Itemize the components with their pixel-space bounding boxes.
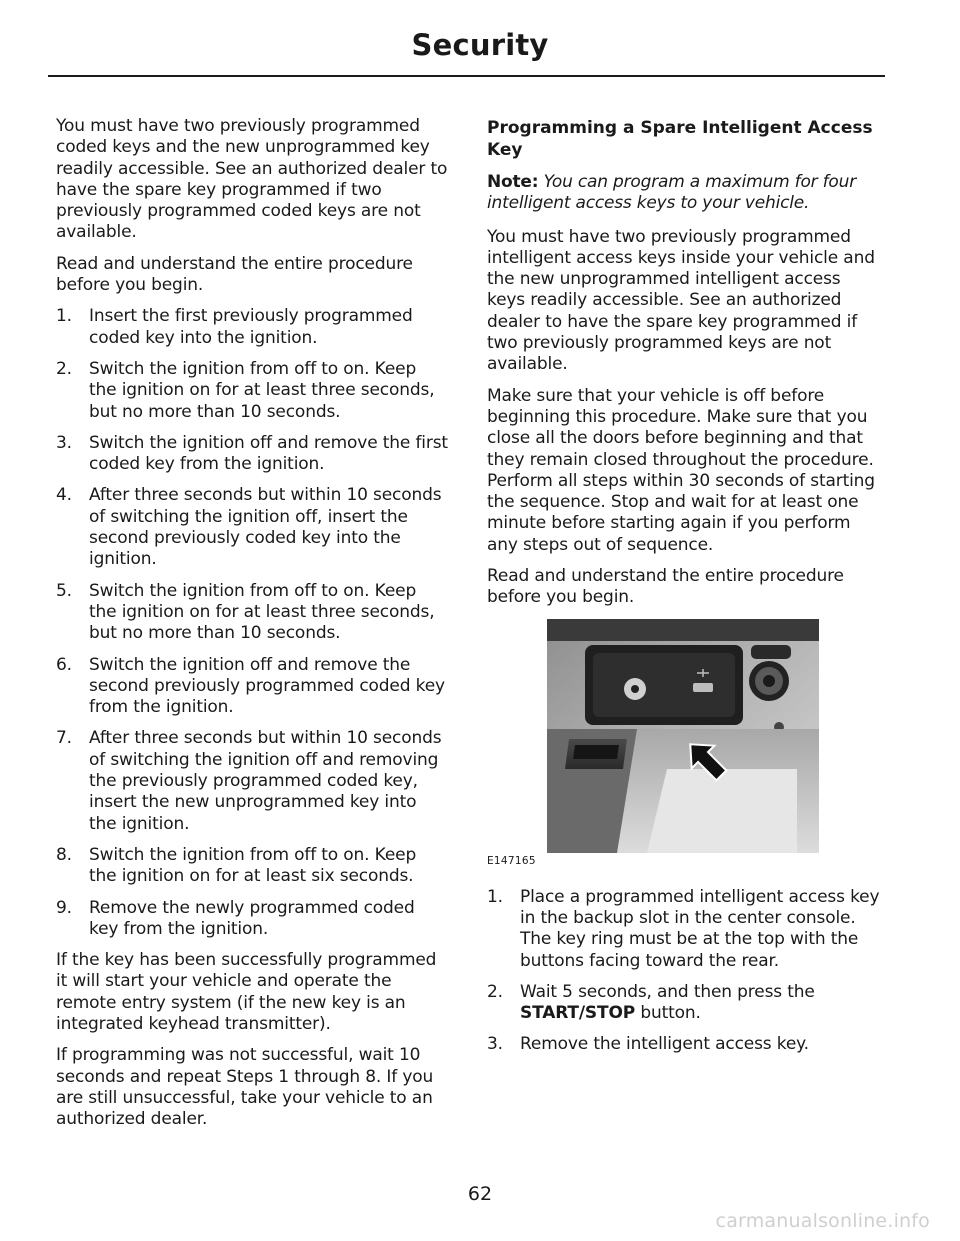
body-paragraph: Make sure that your vehicle is off before beginning this procedure. Make sure that you close all the doors before beginning and that they remain closed throughout the procedure. Perform all steps within 30 seconds of starting the sequence. Stop and wait for at least one minute before starting again if you perform any steps out of sequence. [487,385,875,555]
page-number: 62 [467,1183,493,1205]
note-text: You can program a maximum for four intelligent access keys to your vehicle. [487,172,856,214]
header-rule [48,75,885,77]
list-item [487,887,883,972]
list-item [487,1034,883,1055]
step-number: 2. [487,981,503,1002]
step-number: 2. [56,358,72,379]
step-text: Switch the ignition off and remove the second previously programmed coded key from the ignition. [89,654,445,718]
step-number: 1. [56,306,72,327]
start-stop-term: START/STOP [520,1003,636,1024]
list-item [56,306,448,349]
step-number: 7. [56,728,72,749]
note [487,172,883,215]
step-number: 8. [56,844,72,865]
step-number: 9. [56,897,72,918]
usb-port-icon [693,683,713,692]
closing-paragraph: If programming was not successful, wait 10 seconds and repeat Steps 1 through 8. If you are still unsuccessful, take your vehicle to an authorized dealer. [56,1045,434,1130]
step-number: 3. [487,1034,503,1055]
step-number: 4. [56,485,72,506]
body-paragraph: You must have two previously programmed intelligent access keys inside your vehicle and the new unprogrammed intelligent access keys readily accessible. See an authorized dealer to have the spare key programmed if two previously programmed keys are not available. [487,226,875,375]
list-item [56,898,448,941]
list-item [56,845,448,888]
step-text: Insert the first previously programmed coded key into the ignition. [89,306,413,348]
step-text: Switch the ignition from off to on. Keep the ignition on for at least three seconds, but no more than 10 seconds. [89,358,435,422]
closing-paragraph: If the key has been successfully programmed it will start your vehicle and operate the remote entry system (if the new key is an integrated keyhead transmitter). [56,950,437,1034]
step-text: After three seconds but within 10 seconds of switching the ignition off, insert the second previously coded key into the ignition. [89,485,442,570]
step-text [520,982,883,1025]
list-item [56,581,448,645]
intro-paragraph: You must have two previously programmed coded keys and the new unprogrammed key readily accessible. See an authorized dealer to have the spare key programmed if two previously programmed coded keys are not available. [56,116,448,243]
step-text: Remove the newly programmed coded key from the ignition. [89,897,415,939]
step-text-part: button. [635,1003,701,1024]
step-text: After three seconds but within 10 seconds of switching the ignition off and removing the previously programmed coded key, insert the new unprogrammed key into the ignition. [89,728,442,834]
list-item [56,433,448,476]
intro-paragraph: Read and understand the entire procedure before you begin. [56,253,413,296]
step-text: Switch the ignition off and remove the first coded key from the ignition. [89,432,448,475]
section-heading: Programming a Spare Intelligent Access Key [487,118,873,160]
right-column [487,116,883,1066]
page-header-title: Security [411,28,549,62]
step-text: Switch the ignition from off to on. Keep the ignition on for at least six seconds. [89,844,417,887]
step-text: Switch the ignition from off to on. Keep the ignition on for at least three seconds, but no more than 10 seconds. [89,580,435,644]
step-number: 3. [56,432,72,453]
step-number: 6. [56,654,72,675]
step-text: Remove the intelligent access key. [520,1034,809,1055]
step-number: 5. [56,580,72,601]
step-number: 1. [487,886,503,907]
figure-id: E147165 [487,854,536,867]
list-item [56,655,448,719]
step-text: Place a programmed intelligent access key in the backup slot in the center console. The key ring must be at the top with the buttons facing toward the rear. [520,886,880,971]
left-column [56,116,448,1140]
body-paragraph: Read and understand the entire procedure before you begin. [487,566,844,608]
list-item [56,485,448,570]
watermark[interactable]: carmanualsonline.info [715,1210,930,1232]
list-item [56,359,448,423]
list-item [487,982,883,1025]
list-item [56,728,448,834]
console-illustration [547,619,819,853]
step-text-part: Wait 5 seconds, and then press the [520,981,815,1002]
console-backup-slot-figure [487,619,883,871]
note-label: Note: [487,172,539,192]
